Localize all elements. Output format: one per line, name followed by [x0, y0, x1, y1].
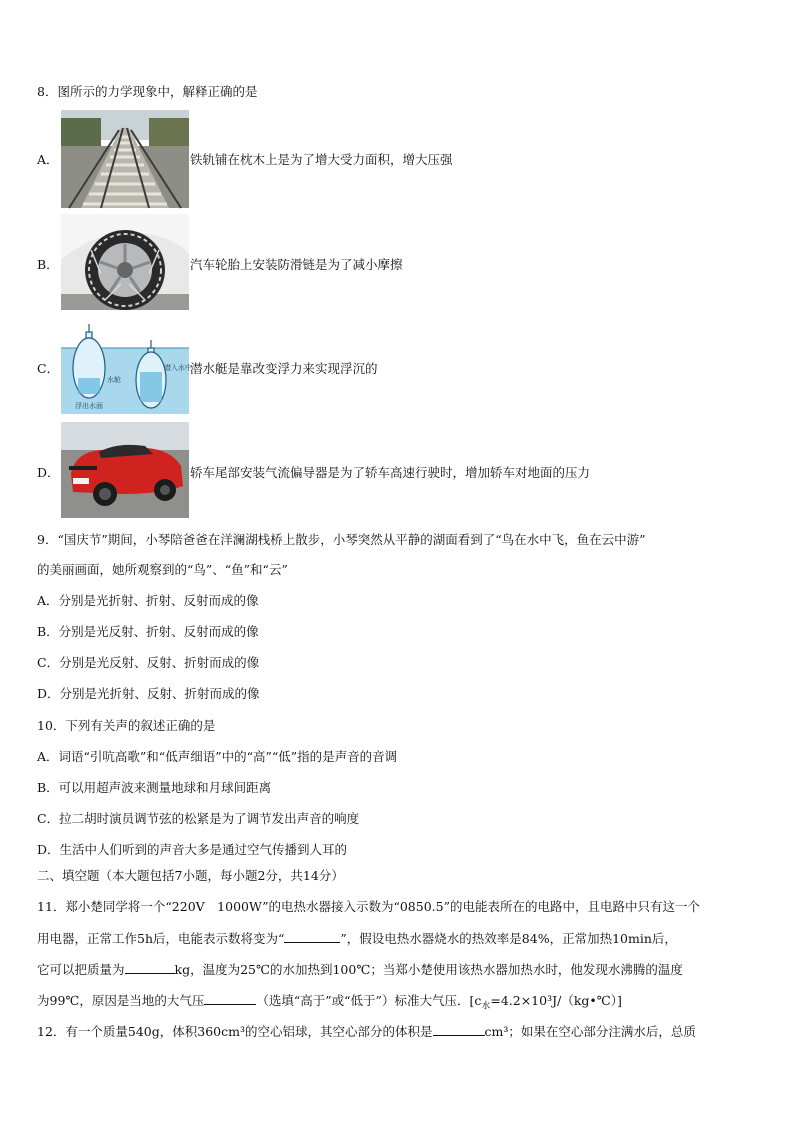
- q8-option-d-label: D．: [37, 465, 60, 480]
- q12-line1-part2: cm³；如果在空心部分注满水后，总质: [484, 1024, 696, 1039]
- q9-stem-line2: 的美丽画面，她所观察到的“鸟”、“鱼”和“云”: [37, 562, 288, 577]
- q10-option-b: B．可以用超声波来测量地球和月球间距离: [37, 780, 272, 795]
- q12-line1: [37, 1023, 696, 1040]
- q11-line2: [37, 930, 677, 947]
- railway-track-image: [61, 110, 189, 208]
- float-label: 浮出水面: [75, 402, 103, 410]
- q9-option-c: C．分别是光反射、反射、折射而成的像: [37, 655, 260, 670]
- q10-stem: 10．下列有关声的叙述正确的是: [37, 718, 216, 733]
- q11-blank-meter-reading: [284, 930, 340, 943]
- q8-option-b-label: B．: [37, 257, 59, 272]
- q11-line3-part2: kg，温度为25℃的水加热到100℃；当郑小楚使用该热水器加热水时，他发现水沸腾的温度: [174, 962, 683, 977]
- car-spoiler-image: [61, 422, 189, 518]
- q9-stem-line1: 9．“国庆节”期间，小琴陪爸爸在洋澜湖栈桥上散步，小琴突然从平静的湖面看到了“鸟在水中飞，鱼在云中游”: [37, 532, 646, 547]
- q9-option-d: D．分别是光折射、反射、折射而成的像: [37, 686, 260, 701]
- q8-stem: 8．图所示的力学现象中，解释正确的是: [37, 84, 258, 99]
- q8-option-d-text: 轿车尾部安装气流偏导器是为了轿车高速行驶时，增加轿车对地面的压力: [190, 465, 591, 480]
- q8-option-c-text: 潜水艇是靠改变浮力来实现浮沉的: [190, 361, 378, 376]
- q12-line1-part1: 12．有一个质量540g，体积360cm³的空心铝球，其空心部分的体积是: [37, 1024, 433, 1039]
- q11-line2-part1: 用电器，正常工作5h后，电能表示数将变为“: [37, 931, 285, 946]
- q11-blank-pressure: [204, 992, 256, 1005]
- q9-option-b: B．分别是光反射、折射、反射而成的像: [37, 624, 259, 639]
- q10-option-d: D．生活中人们听到的声音大多是通过空气传播到人耳的: [37, 842, 348, 857]
- q12-blank-hollow-volume: [433, 1023, 485, 1036]
- q11-line3: [37, 961, 683, 978]
- q10-option-c: C．拉二胡时演员调节弦的松紧是为了调节发出声音的响度: [37, 811, 360, 826]
- snow-chain-tire-image: [61, 214, 189, 310]
- q8-option-b-text: 汽车轮胎上安装防滑链是为了减小摩擦: [190, 257, 403, 272]
- q8-option-a-label: A．: [37, 152, 59, 167]
- q11-line2-part2: ”，假设电热水器烧水的热效率是84%，正常加热10min后，: [340, 931, 677, 946]
- q9-option-a: A．分别是光折射、折射、反射而成的像: [37, 593, 259, 608]
- q11-line4-part2: （选填“高于”或“低于”）标准大气压．[c: [256, 993, 482, 1008]
- q11-line4: [37, 992, 622, 1015]
- q10-option-a: A．词语“引吭高歌”和“低声细语”中的“高”“低”指的是声音的音调: [37, 749, 398, 764]
- q11-line1: 11．郑小楚同学将一个“220V 1000W”的电热水器接入示数为“0850.5”的电能表所在的电路中，且电路中只有这一个: [37, 899, 700, 914]
- q11-subscript-water: 水: [481, 1001, 491, 1012]
- q8-option-a-text: 铁轨铺在枕木上是为了增大受力面积，增大压强: [190, 152, 453, 167]
- section-heading-fill-blank: 二、填空题（本大题包括7小题，每小题2分，共14分）: [37, 868, 344, 883]
- water-tank-label: 水舱: [107, 376, 121, 384]
- q11-line3-part1: 它可以把质量为: [37, 962, 125, 977]
- q11-line4-part1: 为99℃，原因是当地的大气压: [37, 993, 205, 1008]
- sink-label: 潜入水中: [164, 364, 192, 372]
- q11-blank-mass: [125, 961, 175, 974]
- submarine-diagram: [61, 318, 192, 414]
- q8-option-c-label: C．: [37, 361, 60, 376]
- q11-line4-part3: =4.2×10³J/（kg•℃）]: [490, 993, 622, 1008]
